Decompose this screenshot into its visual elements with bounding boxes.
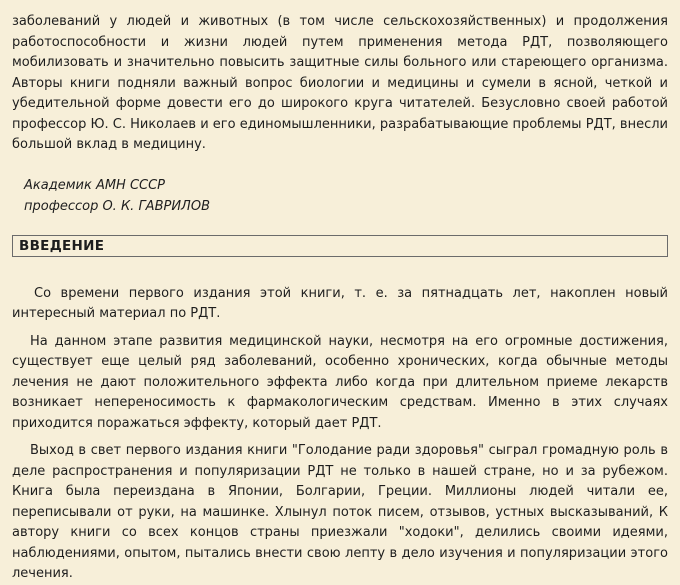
intro-paragraph-1: Со времени первого издания этой книги, т. е. за пятнадцать лет, накоплен новый интересный материал по РДТ.	[12, 285, 668, 321]
section-heading: ВВЕДЕНИЕ	[12, 235, 668, 257]
signature-name: профессор О. К. ГАВРИЛОВ	[24, 198, 210, 214]
signature-block	[24, 175, 668, 217]
intro-paragraph-3: Выход в свет первого издания книги "Голодание ради здоровья" сыграл громадную роль в деле распространения и популяризации РДТ не только в нашей стране, но и за рубежом. Книга была переиздана в Японии, Болгарии, Греции. Миллионы людей читали ее, переписывали от руки, на машинке. Хлынул поток писем, отзывов, устных высказываний, К автору книги со всех концов страны приезжали "ходоки", делились своими идеями, наблюдениями, опытом, пытались внести свою лепту в дело изучения и популяризации этого лечения.	[12, 443, 668, 581]
document-page	[12, 12, 668, 585]
signature-title: Академик АМН СССР	[24, 177, 166, 193]
continued-paragraph: заболеваний у людей и животных (в том числе сельскохозяйственных) и продолжения работоспособности и жизни людей путем применения метода РДТ, позволяющего мобилизовать и значительно повысить защитные силы больного или стареющего организма. Авторы книги подняли важный вопрос биологии и медицины и сумели в ясной, четкой и убедительной форме довести его до широкого круга читателей. Безусловно своей работой профессор Ю. С. Николаев и его единомышленники, разрабатывающие проблемы РДТ, внесли большой вклад в медицину.	[12, 14, 668, 152]
intro-paragraph-2: На данном этапе развития медицинской науки, несмотря на его огромные достижения, существует еще целый ряд заболеваний, особенно хронических, когда обычные методы лечения не дают положительного эффекта либо когда при длительном приеме лекарств возникает непереносимость к фармакологическим средствам. Именно в этих случаях приходится поражаться эффекту, который дает РДТ.	[12, 333, 668, 431]
